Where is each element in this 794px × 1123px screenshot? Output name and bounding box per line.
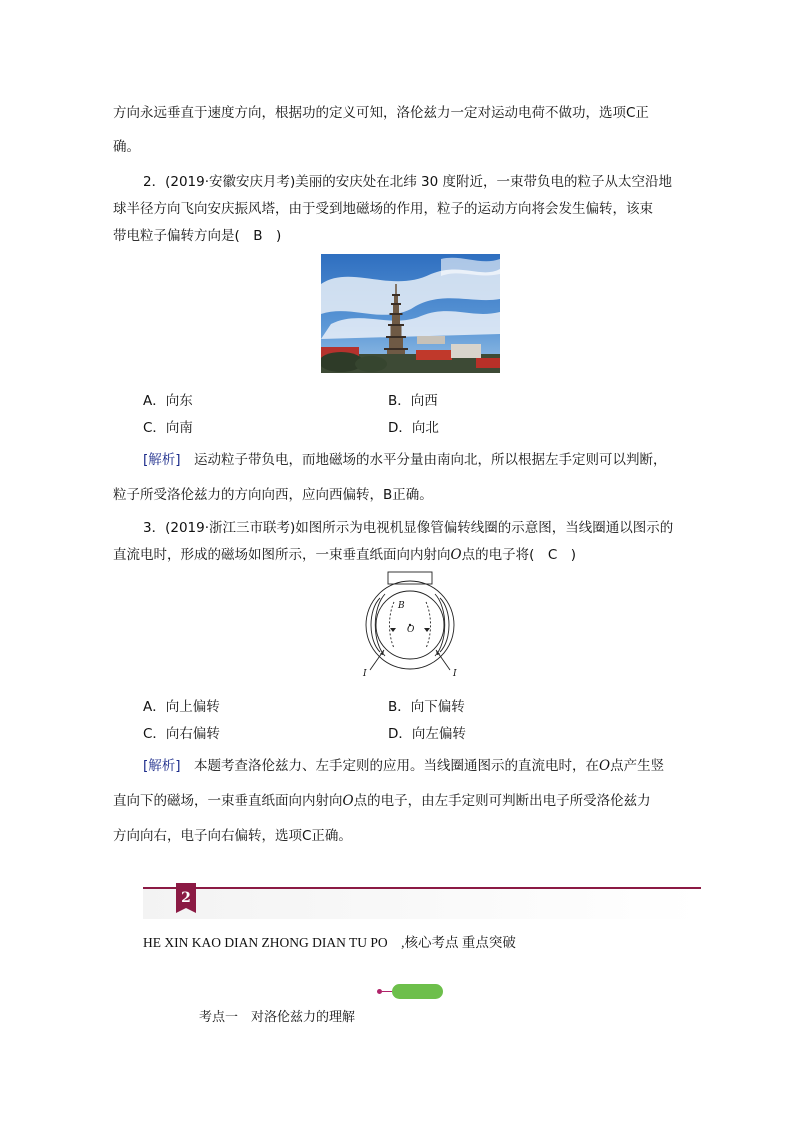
q3-stem-text-a: 直流电时，形成的磁场如图所示，一束垂直纸面向内射向 — [113, 547, 451, 563]
section-divider — [143, 887, 701, 889]
q2-stem-line-1: 2．(2019·安徽安庆月考)美丽的安庆处在北纬 30 度附近，一束带负电的粒子从太空沿地 — [143, 174, 673, 190]
label-current-left: I — [363, 669, 367, 679]
q3-analysis-text-1b: 点产生竖 — [610, 758, 665, 774]
q2-stem-line-3: 带电粒子偏转方向是( B ) — [113, 228, 282, 244]
q3-analysis-point-o-2: O — [342, 793, 354, 809]
intro-line-1: 方向永远垂直于速度方向，根据功的定义可知，洛伦兹力一定对运动电荷不做功，选项C正 — [113, 105, 649, 121]
section-number: 2 — [181, 890, 191, 906]
q2-option-c[interactable]: C．向南 — [143, 420, 193, 436]
q3-analysis-text-1a: 本题考查洛伦兹力、左手定则的应用。当线圈通图示的直流电时，在 — [180, 758, 600, 774]
q3-analysis-text-2a: 直向下的磁场，一束垂直纸面向内射向 — [113, 793, 343, 809]
q3-option-c[interactable]: C．向右偏转 — [143, 726, 220, 742]
bullet-connector — [382, 991, 392, 992]
q3-option-a[interactable]: A．向上偏转 — [143, 699, 220, 715]
q2-option-d[interactable]: D．向北 — [388, 420, 439, 436]
intro-line-2: 确。 — [113, 139, 140, 155]
q2-analysis-line-1 — [143, 448, 667, 468]
q3-analysis-text-2b: 点的电子，由左手定则可判断出电子所受洛伦兹力 — [353, 793, 651, 809]
q3-analysis-line-1 — [143, 754, 664, 774]
q2-option-a[interactable]: A．向东 — [143, 393, 193, 409]
q3-option-d[interactable]: D．向左偏转 — [388, 726, 466, 742]
label-b: B — [398, 601, 405, 611]
q3-analysis-line-3: 方向向右，电子向右偏转，选项C正确。 — [113, 828, 352, 844]
section-band — [143, 889, 701, 919]
label-o: O — [407, 625, 415, 635]
q3-stem-line-1: 3．(2019·浙江三市联考)如图所示为电视机显像管偏转线圈的示意图，当线圈通以图示的 — [143, 520, 674, 536]
q2-analysis-line-2: 粒子所受洛伦兹力的方向向西，应向西偏转，B正确。 — [113, 487, 433, 503]
label-current-right: I — [453, 669, 457, 679]
deflection-coil-diagram — [358, 570, 462, 684]
analysis-tag: [解析] — [143, 452, 181, 468]
q2-analysis-text-1: 运动粒子带负电，而地磁场的水平分量由南向北，所以根据左手定则可以判断， — [180, 452, 667, 468]
analysis-tag: [解析] — [143, 758, 181, 774]
q3-stem-line-2 — [113, 543, 576, 563]
q3-stem-text-b: 点的电子将( C ) — [461, 547, 577, 563]
kaodian-heading: 考点一 对洛伦兹力的理解 — [199, 1010, 356, 1025]
q2-stem-line-2: 球半径方向飞向安庆振风塔，由于受到地磁场的作用，粒子的运动方向将会发生偏转，该束 — [113, 201, 653, 217]
q3-analysis-point-o: O — [599, 758, 611, 774]
q3-stem-point-o: O — [450, 547, 462, 563]
green-pill-marker — [392, 984, 443, 999]
q2-option-b[interactable]: B．向西 — [388, 393, 438, 409]
section-title: HE XIN KAO DIAN ZHONG DIAN TU PO ,核心考点 重点突破 — [143, 935, 516, 950]
q3-analysis-line-2 — [113, 789, 651, 809]
pagoda-photo — [321, 254, 500, 373]
q3-option-b[interactable]: B．向下偏转 — [388, 699, 465, 715]
